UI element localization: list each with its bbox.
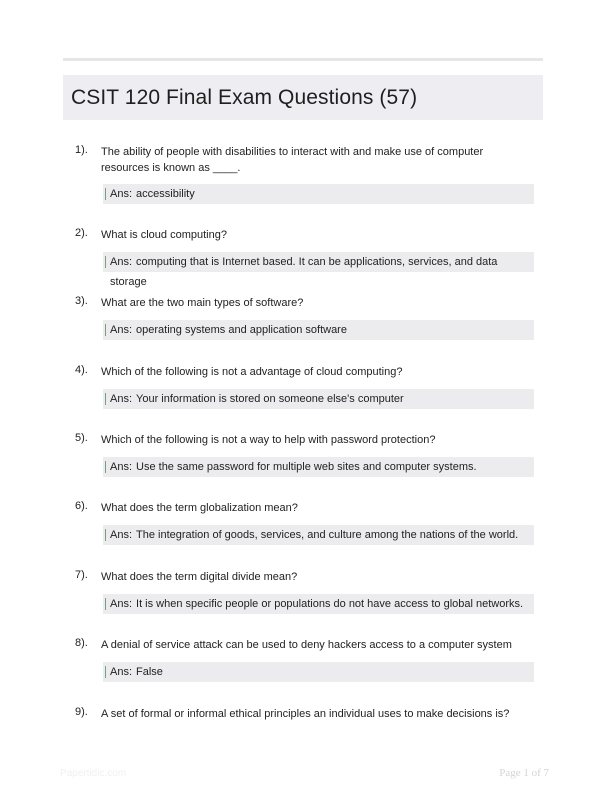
question-text: What are the two main types of software? [101, 297, 304, 309]
question-number: 4). [75, 364, 88, 376]
answer-text: Your information is stored on someone else's computer [136, 393, 404, 405]
answer-prefix: Ans: [110, 666, 133, 678]
answer-box [103, 662, 534, 682]
answer-text: operating systems and application software [136, 324, 347, 336]
footer-watermark: Papertidic.com [60, 768, 127, 779]
question-number: 6). [75, 500, 88, 512]
question-number: 8). [75, 637, 88, 649]
answer-prefix: Ans: [110, 461, 133, 473]
question-number: 7). [75, 569, 88, 581]
answer-box [103, 389, 534, 409]
top-divider [63, 58, 543, 61]
answer-prefix: Ans: [110, 598, 133, 610]
answer-text: It is when specific people or populations do not have access to global networks. [136, 598, 524, 610]
answer-box [103, 320, 534, 340]
question-text: What does the term digital divide mean? [101, 571, 298, 583]
answer-text: False [136, 666, 163, 678]
question-text: A denial of service attack can be used to deny hackers access to a computer system [101, 639, 512, 651]
answer-prefix: Ans: [110, 324, 133, 336]
question-number: 9). [75, 706, 88, 718]
answer-text: computing that is Internet based. It can be applications, services, and data storage [110, 256, 498, 288]
answer-box [103, 457, 534, 477]
question-text: What does the term globalization mean? [101, 502, 298, 514]
answer-box [103, 184, 534, 204]
answer-box [103, 594, 534, 614]
question-text: Which of the following is not a advantage of cloud computing? [101, 366, 403, 378]
answer-prefix: Ans: [110, 256, 133, 268]
question-text: What is cloud computing? [101, 229, 227, 241]
question-number: 2). [75, 227, 88, 239]
page-number: Page 1 of 7 [499, 767, 549, 779]
answer-box [103, 525, 534, 545]
answer-prefix: Ans: [110, 188, 133, 200]
question-text: The ability of people with disabilities to interact with and make use of computer resources is known as ____. [101, 146, 484, 174]
answer-prefix: Ans: [110, 529, 133, 541]
title-banner [63, 75, 543, 120]
question-text: A set of formal or informal ethical principles an individual uses to make decisions is? [101, 708, 510, 720]
question-number: 5). [75, 432, 88, 444]
answer-prefix: Ans: [110, 393, 133, 405]
answer-text: Use the same password for multiple web sites and computer systems. [136, 461, 477, 473]
page-title: CSIT 120 Final Exam Questions (57) [71, 85, 418, 109]
answer-text: The integration of goods, services, and culture among the nations of the world. [136, 529, 519, 541]
answer-text: accessibility [136, 188, 195, 200]
question-text: Which of the following is not a way to help with password protection? [101, 434, 436, 446]
question-number: 3). [75, 295, 88, 307]
answer-box [103, 252, 534, 288]
question-number: 1). [75, 144, 88, 156]
